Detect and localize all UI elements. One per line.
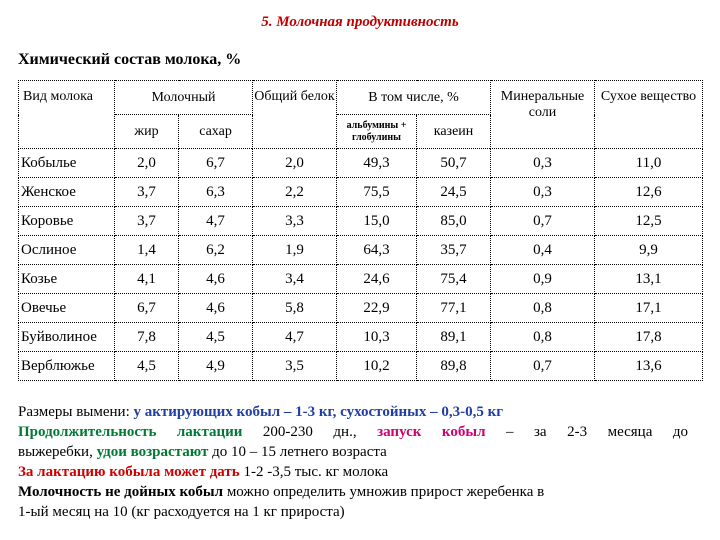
header-albumins: альбумины + глобулины	[337, 115, 417, 149]
table-body	[19, 149, 703, 381]
header-fat: жир	[115, 115, 179, 149]
cell-dry: 11,0	[595, 149, 703, 178]
cell-casein: 77,1	[417, 294, 491, 323]
cell-dry: 13,6	[595, 352, 703, 381]
note-lactation-label: Продолжительность лактации	[18, 424, 243, 440]
cell-casein: 89,8	[417, 352, 491, 381]
table-caption: Химический состав молока, %	[18, 51, 242, 68]
header-sugar: сахар	[179, 115, 253, 149]
header-kind: Вид молока	[19, 81, 115, 149]
cell-minerals: 0,7	[491, 207, 595, 236]
cell-fat: 4,5	[115, 352, 179, 381]
cell-fat: 4,1	[115, 265, 179, 294]
cell-casein: 89,1	[417, 323, 491, 352]
header-milky: Молочный	[115, 81, 253, 115]
cell-protein: 2,0	[253, 149, 337, 178]
cell-alb: 75,5	[337, 178, 417, 207]
cell-alb: 22,9	[337, 294, 417, 323]
cell-fat: 2,0	[115, 149, 179, 178]
cell-minerals: 0,3	[491, 149, 595, 178]
cell-alb: 10,2	[337, 352, 417, 381]
note-nondairy-label: Молочность не дойных кобыл	[18, 484, 224, 500]
cell-minerals: 0,8	[491, 323, 595, 352]
header-including: В том числе, %	[337, 81, 491, 115]
cell-alb: 15,0	[337, 207, 417, 236]
note-production: За лактацию кобыла может дать 1-2 -3,5 тыс. кг молока	[18, 464, 389, 480]
header-casein: казеин	[417, 115, 491, 149]
note-lactation-line1: Продолжительность лактации 200-230 дн., запуск кобыл – за 2-3 месяца до	[18, 424, 688, 440]
milk-composition-table	[18, 80, 703, 381]
cell-sugar: 4,9	[179, 352, 253, 381]
cell-sugar: 6,2	[179, 236, 253, 265]
note-udder-text: у актирующих кобыл – 1-3 кг, сухостойных – 0,3-0,5 кг	[133, 404, 504, 420]
cell-dry: 12,5	[595, 207, 703, 236]
row-milk-kind: Ослиное	[19, 236, 115, 265]
row-milk-kind: Верблюжье	[19, 352, 115, 381]
note-udder: Размеры вымени: у актирующих кобыл – 1-3 кг, сухостойных – 0,3-0,5 кг	[18, 404, 504, 420]
cell-protein: 2,2	[253, 178, 337, 207]
cell-alb: 64,3	[337, 236, 417, 265]
cell-fat: 3,7	[115, 178, 179, 207]
table-row	[19, 236, 703, 265]
cell-sugar: 6,7	[179, 149, 253, 178]
cell-dry: 17,1	[595, 294, 703, 323]
note-production-label: За лактацию кобыла может дать	[18, 464, 240, 480]
cell-sugar: 4,6	[179, 265, 253, 294]
cell-dry: 17,8	[595, 323, 703, 352]
table-row	[19, 294, 703, 323]
cell-sugar: 4,5	[179, 323, 253, 352]
note-udder-label: Размеры вымени	[18, 404, 126, 420]
header-dry-matter: Сухое вещество	[595, 81, 703, 149]
note-nondairy-line2: 1-ый месяц на 10 (кг расходуется на 1 кг прироста)	[18, 504, 345, 520]
cell-casein: 35,7	[417, 236, 491, 265]
table-row	[19, 149, 703, 178]
cell-minerals: 0,7	[491, 352, 595, 381]
cell-protein: 3,3	[253, 207, 337, 236]
cell-sugar: 4,7	[179, 207, 253, 236]
notes-section	[18, 402, 688, 522]
row-milk-kind: Кобылье	[19, 149, 115, 178]
header-protein-total: Общий белок	[253, 81, 337, 149]
cell-sugar: 6,3	[179, 178, 253, 207]
cell-casein: 50,7	[417, 149, 491, 178]
row-milk-kind: Женское	[19, 178, 115, 207]
row-milk-kind: Козье	[19, 265, 115, 294]
cell-alb: 24,6	[337, 265, 417, 294]
cell-fat: 1,4	[115, 236, 179, 265]
note-lactation-launch: запуск кобыл	[377, 424, 486, 440]
cell-dry: 12,6	[595, 178, 703, 207]
cell-minerals: 0,3	[491, 178, 595, 207]
table-row	[19, 352, 703, 381]
cell-protein: 1,9	[253, 236, 337, 265]
table-row	[19, 323, 703, 352]
row-milk-kind: Буйволиное	[19, 323, 115, 352]
cell-casein: 24,5	[417, 178, 491, 207]
cell-protein: 3,5	[253, 352, 337, 381]
table-row	[19, 178, 703, 207]
cell-casein: 75,4	[417, 265, 491, 294]
cell-protein: 3,4	[253, 265, 337, 294]
row-milk-kind: Овечье	[19, 294, 115, 323]
cell-minerals: 0,4	[491, 236, 595, 265]
cell-minerals: 0,9	[491, 265, 595, 294]
cell-sugar: 4,6	[179, 294, 253, 323]
note-nondairy-line1: Молочность не дойных кобыл можно определить умножив прирост жеребенка в	[18, 484, 545, 500]
note-lactation-line2: выжеребки, удои возрастают до 10 – 15 летнего возраста	[18, 444, 387, 460]
table-row	[19, 207, 703, 236]
row-milk-kind: Коровье	[19, 207, 115, 236]
cell-fat: 7,8	[115, 323, 179, 352]
header-minerals: Минеральные соли	[491, 81, 595, 149]
cell-alb: 10,3	[337, 323, 417, 352]
cell-alb: 49,3	[337, 149, 417, 178]
cell-protein: 4,7	[253, 323, 337, 352]
page-title: 5. Молочная продуктивность	[261, 14, 459, 30]
cell-protein: 5,8	[253, 294, 337, 323]
note-yield-grow: удои возрастают	[96, 444, 209, 460]
cell-fat: 6,7	[115, 294, 179, 323]
cell-minerals: 0,8	[491, 294, 595, 323]
cell-casein: 85,0	[417, 207, 491, 236]
cell-fat: 3,7	[115, 207, 179, 236]
table-row	[19, 265, 703, 294]
cell-dry: 9,9	[595, 236, 703, 265]
cell-dry: 13,1	[595, 265, 703, 294]
